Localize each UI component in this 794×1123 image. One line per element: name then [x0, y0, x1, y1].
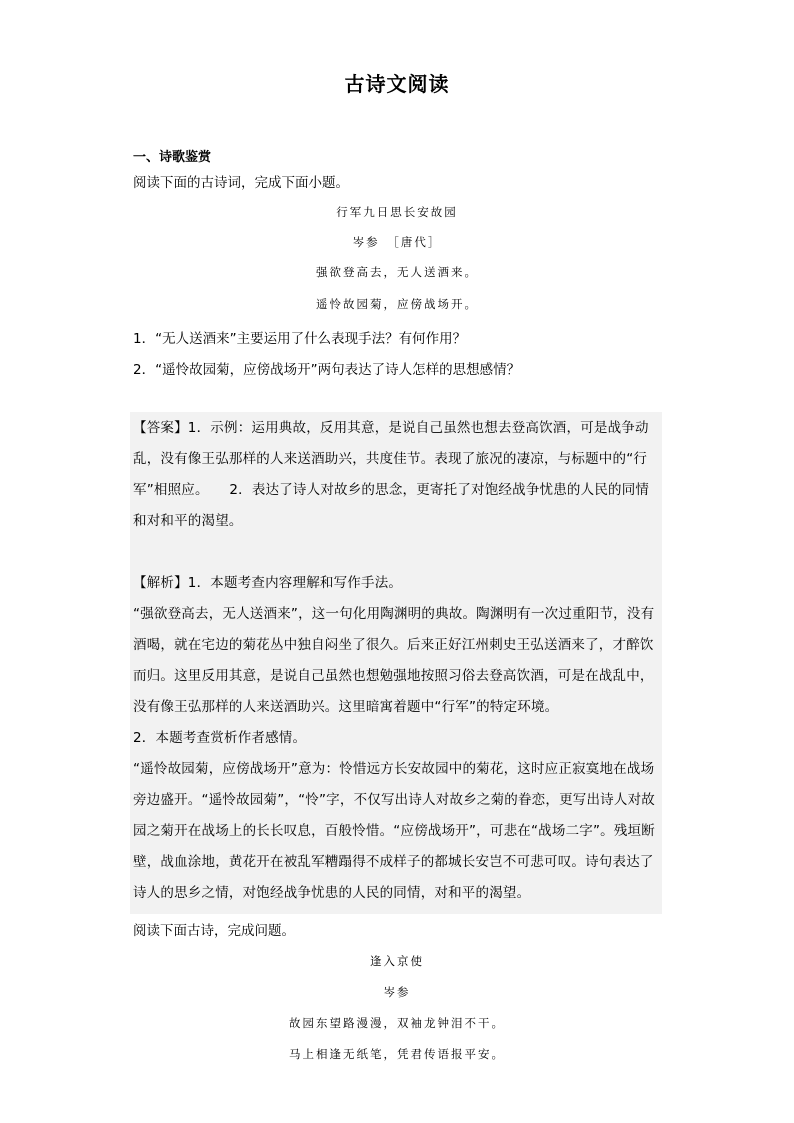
analysis-line: “强欲登高去，无人送酒来”，这一句化用陶渊明的典故。陶渊明有一次过重阳节，没有 [133, 606, 655, 622]
poem-line: 强欲登高去，无人送酒来。 [316, 265, 478, 279]
question-1: 1．“无人送酒来”主要运用了什么表现手法？有何作用？ [133, 331, 467, 347]
analysis-line: “遥怜故园菊，应傍战场开”意为：怜惜远方长安故园中的菊花，这时应正寂寞地在战场 [133, 761, 655, 777]
reading-instruction: 阅读下面古诗，完成问题。 [133, 923, 295, 939]
section-heading: 一、诗歌鉴赏 [133, 150, 212, 165]
reading-instruction: 阅读下面的古诗词，完成下面小题。 [133, 175, 349, 191]
poem-line: 遥怜故园菊，应傍战场开。 [316, 297, 478, 311]
answer-line: 乱，没有像王弘那样的人来送酒助兴，共度佳节。表现了旅况的凄凉，与标题中的“行 [133, 451, 648, 467]
answer-block [133, 413, 665, 537]
poem-line: 马上相逢无纸笔，凭君传语报平安。 [289, 1047, 505, 1061]
analysis-line: 2．本题考查赏析作者感情。 [133, 730, 307, 746]
answer-analysis-box [130, 412, 662, 914]
analysis-line: 壁，战血涂地，黄花开在被乱军糟蹋得不成样子的都城长安岂不可悲可叹。诗句表达了 [133, 854, 654, 870]
poem-author: 岑参 [383, 985, 411, 999]
document-title: 古诗文阅读 [344, 72, 450, 96]
poem-title: 行军九日思长安故园 [336, 205, 458, 219]
analysis-line: 诗人的思乡之情，对饱经战争忧患的人民的同情，对和平的渴望。 [133, 885, 531, 901]
analysis-line: 没有像王弘那样的人来送酒助兴。这里暗寓着题中“行军”的特定环境。 [133, 699, 559, 715]
analysis-line: 园之菊开在战场上的长长叹息，百般怜惜。“应傍战场开”，可悲在“战场二字”。残垣断 [133, 823, 655, 839]
analysis-line: 而归。这里反用其意，是说自己虽然也想勉强地按照习俗去登高饮酒，可是在战乱中， [133, 668, 654, 684]
answer-line: 和对和平的渴望。 [133, 513, 243, 529]
analysis-block [133, 568, 665, 909]
poem-title: 逢入京使 [370, 954, 424, 968]
poem-author: 岑参 ［唐代］ [352, 235, 442, 249]
answer-line: 【答案】1．示例：运用典故，反用其意，是说自己虽然也想去登高饮酒，可是战争动 [133, 420, 649, 436]
analysis-line: 酒喝，就在宅边的菊花丛中独自闷坐了很久。后来正好江州刺史王弘送酒来了，才醉饮 [133, 637, 654, 653]
analysis-line: 旁边盛开。“遥怜故园菊”，“怜”字，不仅写出诗人对故乡之菊的眷恋，更写出诗人对故 [133, 792, 655, 808]
analysis-line: 【解析】1．本题考查内容理解和写作手法。 [133, 575, 403, 591]
question-2: 2．“遥怜故园菊，应傍战场开”两句表达了诗人怎样的思想感情？ [133, 362, 521, 378]
poem-line: 故园东望路漫漫，双袖龙钟泪不干。 [289, 1016, 505, 1030]
answer-line: 军”相照应。 2．表达了诗人对故乡的思念，更寄托了对饱经战争忧患的人民的同情 [133, 482, 650, 498]
